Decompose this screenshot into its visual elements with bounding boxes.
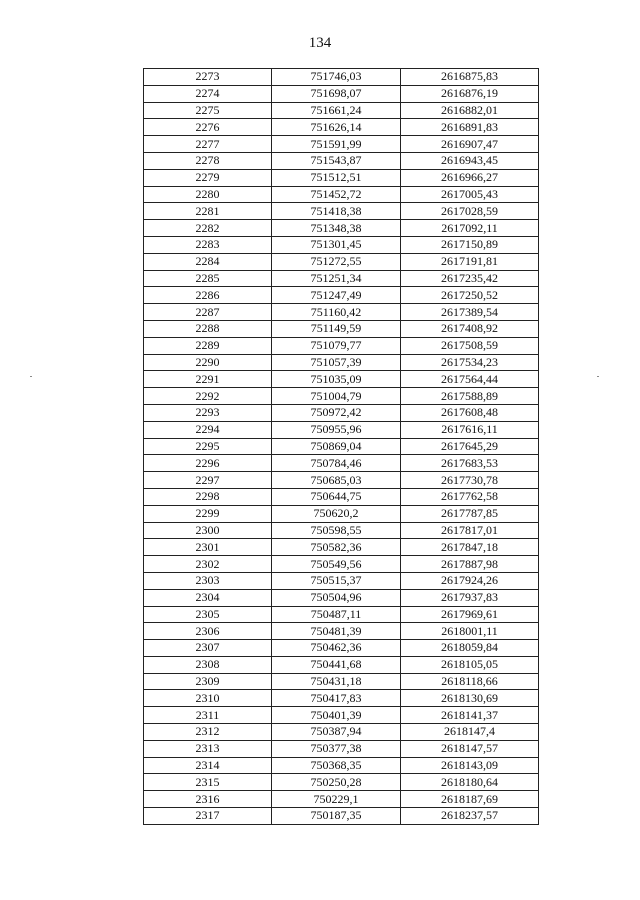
x-coordinate-cell: 750368,35 [272,757,401,774]
x-coordinate-cell: 750598,55 [272,522,401,539]
table-row [144,203,539,220]
point-number-cell: 2285 [144,270,272,287]
point-number-cell: 2308 [144,656,272,673]
point-number-cell: 2279 [144,169,272,186]
point-number-cell: 2283 [144,236,272,253]
scan-speck [597,376,599,377]
point-number-cell: 2288 [144,320,272,337]
x-coordinate-cell: 750955,96 [272,421,401,438]
point-number-cell: 2281 [144,203,272,220]
x-coordinate-cell: 751348,38 [272,220,401,237]
point-number-cell: 2291 [144,371,272,388]
y-coordinate-cell: 2617787,85 [401,505,539,522]
y-coordinate-cell: 2617235,42 [401,270,539,287]
x-coordinate-cell: 751079,77 [272,337,401,354]
point-number-cell: 2306 [144,623,272,640]
y-coordinate-cell: 2618147,57 [401,740,539,757]
table-row [144,640,539,657]
scan-speck [30,376,32,377]
table-body [144,69,539,825]
table-row [144,253,539,270]
x-coordinate-cell: 751661,24 [272,102,401,119]
table-row [144,774,539,791]
y-coordinate-cell: 2617608,48 [401,404,539,421]
table-row [144,472,539,489]
table-row [144,656,539,673]
y-coordinate-cell: 2617730,78 [401,472,539,489]
table-row [144,606,539,623]
point-number-cell: 2303 [144,572,272,589]
x-coordinate-cell: 750417,83 [272,690,401,707]
y-coordinate-cell: 2617250,52 [401,287,539,304]
point-number-cell: 2301 [144,539,272,556]
table-row [144,388,539,405]
y-coordinate-cell: 2616875,83 [401,69,539,86]
x-coordinate-cell: 751698,07 [272,85,401,102]
point-number-cell: 2305 [144,606,272,623]
table-row [144,136,539,153]
point-number-cell: 2295 [144,438,272,455]
y-coordinate-cell: 2617408,92 [401,320,539,337]
point-number-cell: 2289 [144,337,272,354]
table-row [144,220,539,237]
table-row [144,169,539,186]
point-number-cell: 2286 [144,287,272,304]
point-number-cell: 2277 [144,136,272,153]
x-coordinate-cell: 751149,59 [272,320,401,337]
table-row [144,740,539,757]
table-row [144,270,539,287]
table-row [144,119,539,136]
y-coordinate-cell: 2618105,05 [401,656,539,673]
y-coordinate-cell: 2618130,69 [401,690,539,707]
x-coordinate-cell: 750582,36 [272,539,401,556]
x-coordinate-cell: 750549,56 [272,556,401,573]
x-coordinate-cell: 751301,45 [272,236,401,253]
point-number-cell: 2304 [144,589,272,606]
coordinates-table [143,68,539,825]
y-coordinate-cell: 2616943,45 [401,152,539,169]
point-number-cell: 2317 [144,808,272,825]
table-row [144,304,539,321]
point-number-cell: 2313 [144,740,272,757]
x-coordinate-cell: 750620,2 [272,505,401,522]
x-coordinate-cell: 750644,75 [272,488,401,505]
page-number: 134 [308,35,332,51]
table-row [144,186,539,203]
point-number-cell: 2273 [144,69,272,86]
point-number-cell: 2315 [144,774,272,791]
x-coordinate-cell: 750187,35 [272,808,401,825]
y-coordinate-cell: 2617005,43 [401,186,539,203]
table-row [144,791,539,808]
x-coordinate-cell: 750377,38 [272,740,401,757]
table-row [144,421,539,438]
y-coordinate-cell: 2617150,89 [401,236,539,253]
table-row [144,488,539,505]
point-number-cell: 2296 [144,455,272,472]
x-coordinate-cell: 750387,94 [272,724,401,741]
table-row [144,505,539,522]
table-row [144,690,539,707]
table-row [144,522,539,539]
y-coordinate-cell: 2617969,61 [401,606,539,623]
x-coordinate-cell: 750401,39 [272,707,401,724]
point-number-cell: 2284 [144,253,272,270]
table-row [144,673,539,690]
y-coordinate-cell: 2617683,53 [401,455,539,472]
point-number-cell: 2290 [144,354,272,371]
point-number-cell: 2276 [144,119,272,136]
table-row [144,556,539,573]
y-coordinate-cell: 2618187,69 [401,791,539,808]
table-row [144,455,539,472]
x-coordinate-cell: 751626,14 [272,119,401,136]
point-number-cell: 2311 [144,707,272,724]
y-coordinate-cell: 2618059,84 [401,640,539,657]
y-coordinate-cell: 2617191,81 [401,253,539,270]
x-coordinate-cell: 750685,03 [272,472,401,489]
x-coordinate-cell: 751251,34 [272,270,401,287]
y-coordinate-cell: 2617847,18 [401,539,539,556]
x-coordinate-cell: 751591,99 [272,136,401,153]
y-coordinate-cell: 2617028,59 [401,203,539,220]
point-number-cell: 2287 [144,304,272,321]
point-number-cell: 2299 [144,505,272,522]
y-coordinate-cell: 2617564,44 [401,371,539,388]
y-coordinate-cell: 2617534,23 [401,354,539,371]
x-coordinate-cell: 750972,42 [272,404,401,421]
y-coordinate-cell: 2616882,01 [401,102,539,119]
y-coordinate-cell: 2617092,11 [401,220,539,237]
point-number-cell: 2278 [144,152,272,169]
point-number-cell: 2280 [144,186,272,203]
table-row [144,85,539,102]
point-number-cell: 2316 [144,791,272,808]
y-coordinate-cell: 2617924,26 [401,572,539,589]
y-coordinate-cell: 2618180,64 [401,774,539,791]
y-coordinate-cell: 2618143,09 [401,757,539,774]
y-coordinate-cell: 2618001,11 [401,623,539,640]
table-row [144,102,539,119]
x-coordinate-cell: 750487,11 [272,606,401,623]
x-coordinate-cell: 750869,04 [272,438,401,455]
y-coordinate-cell: 2617508,59 [401,337,539,354]
point-number-cell: 2275 [144,102,272,119]
point-number-cell: 2314 [144,757,272,774]
table-row [144,438,539,455]
table-row [144,287,539,304]
table-row [144,354,539,371]
x-coordinate-cell: 751057,39 [272,354,401,371]
point-number-cell: 2310 [144,690,272,707]
point-number-cell: 2298 [144,488,272,505]
point-number-cell: 2307 [144,640,272,657]
point-number-cell: 2294 [144,421,272,438]
x-coordinate-cell: 750229,1 [272,791,401,808]
table-row [144,371,539,388]
y-coordinate-cell: 2618237,57 [401,808,539,825]
y-coordinate-cell: 2617616,11 [401,421,539,438]
x-coordinate-cell: 750481,39 [272,623,401,640]
table-row [144,589,539,606]
y-coordinate-cell: 2617762,58 [401,488,539,505]
table-row [144,539,539,556]
table-row [144,757,539,774]
table-row [144,404,539,421]
x-coordinate-cell: 751004,79 [272,388,401,405]
point-number-cell: 2302 [144,556,272,573]
x-coordinate-cell: 751035,09 [272,371,401,388]
point-number-cell: 2297 [144,472,272,489]
point-number-cell: 2282 [144,220,272,237]
y-coordinate-cell: 2618141,37 [401,707,539,724]
y-coordinate-cell: 2616891,83 [401,119,539,136]
y-coordinate-cell: 2617817,01 [401,522,539,539]
x-coordinate-cell: 750431,18 [272,673,401,690]
table-row [144,724,539,741]
x-coordinate-cell: 750784,46 [272,455,401,472]
table-row [144,152,539,169]
y-coordinate-cell: 2617588,89 [401,388,539,405]
x-coordinate-cell: 751272,55 [272,253,401,270]
x-coordinate-cell: 750515,37 [272,572,401,589]
table-row [144,236,539,253]
table-row [144,69,539,86]
x-coordinate-cell: 751512,51 [272,169,401,186]
y-coordinate-cell: 2617937,83 [401,589,539,606]
x-coordinate-cell: 750504,96 [272,589,401,606]
table-row [144,623,539,640]
x-coordinate-cell: 751247,49 [272,287,401,304]
x-coordinate-cell: 751746,03 [272,69,401,86]
table-row [144,320,539,337]
y-coordinate-cell: 2616876,19 [401,85,539,102]
x-coordinate-cell: 751418,38 [272,203,401,220]
x-coordinate-cell: 751160,42 [272,304,401,321]
y-coordinate-cell: 2618118,66 [401,673,539,690]
point-number-cell: 2274 [144,85,272,102]
point-number-cell: 2309 [144,673,272,690]
table-row [144,337,539,354]
y-coordinate-cell: 2616966,27 [401,169,539,186]
point-number-cell: 2312 [144,724,272,741]
y-coordinate-cell: 2616907,47 [401,136,539,153]
point-number-cell: 2293 [144,404,272,421]
y-coordinate-cell: 2617389,54 [401,304,539,321]
table-row [144,808,539,825]
y-coordinate-cell: 2617645,29 [401,438,539,455]
table-row [144,707,539,724]
x-coordinate-cell: 751543,87 [272,152,401,169]
x-coordinate-cell: 750462,36 [272,640,401,657]
x-coordinate-cell: 750441,68 [272,656,401,673]
table-row [144,572,539,589]
point-number-cell: 2300 [144,522,272,539]
y-coordinate-cell: 2617887,98 [401,556,539,573]
point-number-cell: 2292 [144,388,272,405]
y-coordinate-cell: 2618147,4 [401,724,539,741]
x-coordinate-cell: 750250,28 [272,774,401,791]
x-coordinate-cell: 751452,72 [272,186,401,203]
